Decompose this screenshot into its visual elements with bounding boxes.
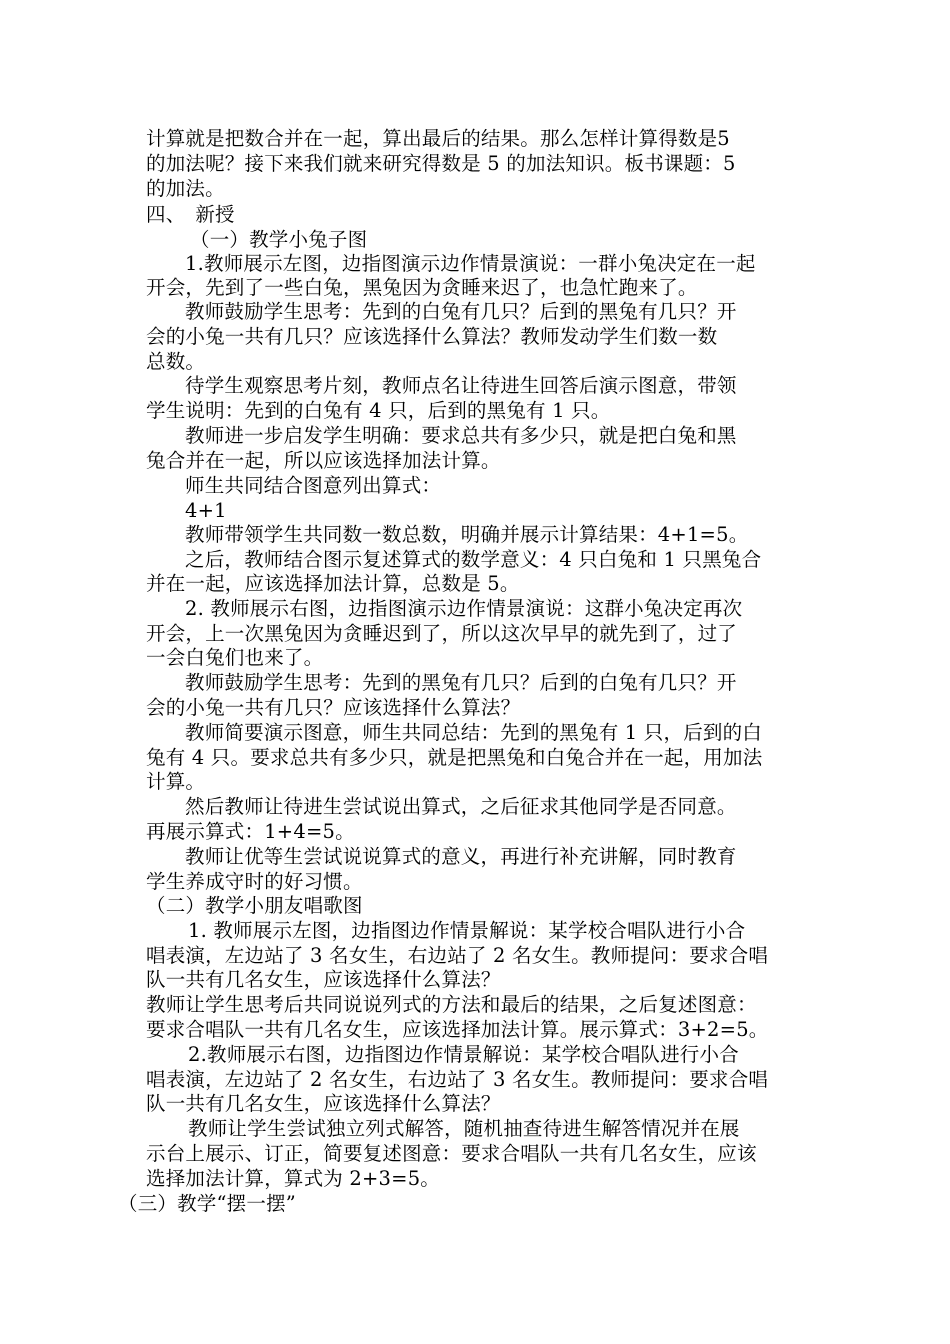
text-line: 唱表演，左边站了 3 名女生，右边站了 2 名女生。教师提问：要求合唱 <box>146 944 769 967</box>
text-line: 计算就是把数合并在一起，算出最后的结果。那么怎样计算得数是5 <box>146 127 730 150</box>
text-line: 兔合并在一起，所以应该选择加法计算。 <box>146 449 501 472</box>
text-line: 队一共有几名女生，应该选择什么算法？ <box>146 968 501 991</box>
text-line: 教师让优等生尝试说说算式的意义，再进行补充讲解，同时教育 <box>185 845 737 868</box>
text-line: 一会白兔们也来了。 <box>146 646 324 669</box>
text-line: 教师鼓励学生思考：先到的黑兔有几只？后到的白兔有几只？开 <box>185 671 737 694</box>
text-line: 兔有 4 只。要求总共有多少只，就是把黑兔和白兔合并在一起，用加法 <box>146 746 763 769</box>
text-line: 的加法呢？接下来我们就来研究得数是 5 的加法知识。板书课题：5 <box>146 152 736 175</box>
text-line: 开会，上一次黑兔因为贪睡迟到了，所以这次早早的就先到了，过了 <box>146 622 738 645</box>
text-line: 1. 教师展示左图，边指图边作情景解说：某学校合唱队进行小合 <box>188 919 746 942</box>
text-line: 2. 教师展示右图，边指图演示边作情景演说：这群小兔决定再次 <box>185 597 743 620</box>
subsection-heading: （二）教学小朋友唱歌图 <box>146 894 363 917</box>
text-line: 待学生观察思考片刻，教师点名让待进生回答后演示图意，带领 <box>185 374 737 397</box>
text-line: 1.教师展示左图，边指图演示边作情景演说：一群小兔决定在一起 <box>185 252 756 275</box>
text-line: 教师简要演示图意，师生共同总结：先到的黑兔有 1 只，后到的白 <box>185 721 763 744</box>
text-line: 总数。 <box>146 350 206 373</box>
text-line: 会的小兔一共有几只？应该选择什么算法？ <box>146 696 521 719</box>
text-line: 学生说明：先到的白兔有 4 只，后到的黑兔有 1 只。 <box>146 399 611 422</box>
text-line: 的加法。 <box>146 177 225 200</box>
text-line: 师生共同结合图意列出算式： <box>185 474 442 497</box>
text-line: 并在一起，应该选择加法计算，总数是 5。 <box>146 572 520 595</box>
text-line: 开会，先到了一些白兔，黑兔因为贪睡来迟了，也急忙跑来了。 <box>146 276 698 299</box>
text-line: 唱表演，左边站了 2 名女生，右边站了 3 名女生。教师提问：要求合唱 <box>146 1068 769 1091</box>
section-heading: 四、 新授 <box>146 203 235 226</box>
text-line: 教师让学生思考后共同说说列式的方法和最后的结果，之后复述图意： <box>146 993 757 1016</box>
text-line: 计算。 <box>146 770 206 793</box>
text-line: 选择加法计算，算式为 2+3=5。 <box>146 1167 440 1190</box>
text-line: 教师让学生尝试独立列式解答，随机抽查待进生解答情况并在展 <box>188 1117 740 1140</box>
text-line: 会的小兔一共有几只？应该选择什么算法？教师发动学生们数一数 <box>146 325 718 348</box>
subsection-heading: （三）教学“摆一摆” <box>118 1192 296 1215</box>
text-line: 然后教师让待进生尝试说出算式，之后征求其他同学是否同意。 <box>185 795 737 818</box>
text-line: 示台上展示、订正，简要复述图意：要求合唱队一共有几名女生，应该 <box>146 1142 757 1165</box>
text-line: 教师带领学生共同数一数总数，明确并展示计算结果：4+1=5。 <box>185 523 749 546</box>
text-line: 学生养成守时的好习惯。 <box>146 870 363 893</box>
text-line: 要求合唱队一共有几名女生，应该选择加法计算。展示算式：3+2=5。 <box>146 1018 769 1041</box>
text-line: 2.教师展示右图，边指图边作情景解说：某学校合唱队进行小合 <box>188 1043 739 1066</box>
text-line: 教师鼓励学生思考：先到的白兔有几只？后到的黑兔有几只？开 <box>185 300 737 323</box>
formula-line: 4+1 <box>185 499 227 522</box>
text-line: 之后，教师结合图示复述算式的数学意义：4 只白兔和 1 只黑兔合 <box>185 548 762 571</box>
text-line: 教师进一步启发学生明确：要求总共有多少只，就是把白兔和黑 <box>185 424 737 447</box>
subsection-heading: （一）教学小兔子图 <box>190 228 368 251</box>
text-line: 再展示算式：1+4=5。 <box>146 820 355 843</box>
text-line: 队一共有几名女生，应该选择什么算法？ <box>146 1092 501 1115</box>
